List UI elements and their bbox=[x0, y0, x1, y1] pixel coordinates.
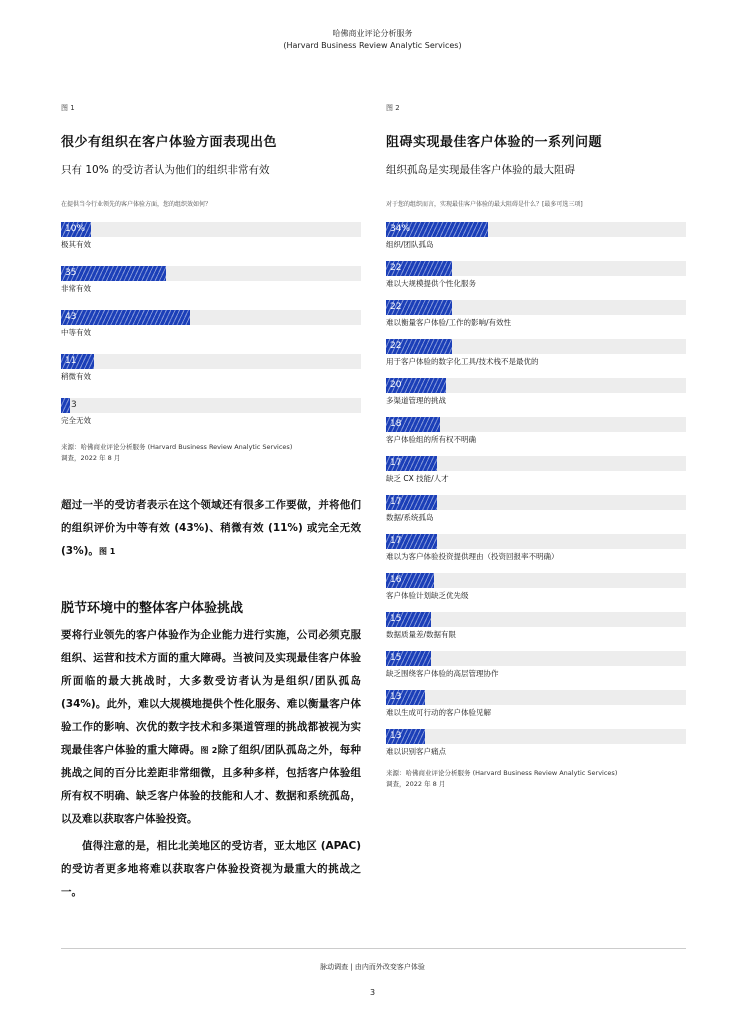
bar-row bbox=[61, 266, 361, 294]
bar-value: 15 bbox=[390, 614, 402, 624]
figure-1-label: 图 1 bbox=[61, 104, 75, 112]
figure-1-source-line-1: 来源：哈佛商业评论分析服务 (Harvard Business Review Analytic Services) bbox=[61, 443, 293, 451]
bar-label: 非常有效 bbox=[61, 284, 91, 293]
bar-row bbox=[386, 651, 686, 679]
body-paragraph-2a-text: 要将行业领先的客户体验作为企业能力进行实施，公司必须克服组织、运营和技术方面的重大障碍。当被问及实现最佳客户体验所面临的最大挑战时，大多数受访者认为是组织/团队孤岛 (34%)。此外，难以大规模地提供个性化服务、难以衡量客户体验工作的影响、次优的数字技术和多渠道管理的挑战都被视为实现最佳客户体验的重大障碍。 bbox=[61, 629, 361, 756]
bar-row bbox=[386, 417, 686, 445]
bar-value: 22 bbox=[390, 302, 402, 312]
bar-value: 3 bbox=[71, 400, 77, 410]
bar-label: 数据/系统孤岛 bbox=[386, 513, 434, 522]
body-text bbox=[61, 494, 361, 904]
bar-row bbox=[61, 222, 361, 250]
bar-label: 难以衡量客户体验/工作的影响/有效性 bbox=[386, 318, 512, 327]
bar-track bbox=[386, 651, 686, 666]
bar-row bbox=[61, 354, 361, 382]
figure-1 bbox=[61, 103, 361, 464]
bar-label: 组织/团队孤岛 bbox=[386, 240, 434, 249]
bar-value: 35 bbox=[65, 268, 77, 278]
bar-row bbox=[386, 534, 686, 562]
figure-1-question: 在提供当今行业领先的客户体验方面，您的组织效如何？ bbox=[61, 201, 212, 208]
bar-label: 客户体验计划缺乏优先级 bbox=[386, 591, 469, 600]
figure-2-subtitle: 组织孤岛是实现最佳客户体验的最大阻碍 bbox=[386, 164, 575, 176]
bar-label: 中等有效 bbox=[61, 328, 91, 337]
figure-2-label: 图 2 bbox=[386, 104, 400, 112]
figure-1-reference: 图 1 bbox=[98, 547, 116, 556]
bar-track bbox=[61, 222, 361, 237]
bar-track bbox=[386, 222, 686, 237]
bar-fill bbox=[61, 266, 166, 281]
bar-track bbox=[386, 456, 686, 471]
page-header bbox=[0, 28, 745, 52]
body-paragraph-2 bbox=[61, 624, 361, 831]
right-column bbox=[386, 103, 686, 790]
bar-track bbox=[61, 266, 361, 281]
bar-value: 43 bbox=[65, 312, 77, 322]
bar-track bbox=[386, 495, 686, 510]
bar-value: 15 bbox=[390, 653, 402, 663]
figure-2-question: 对于您的组织而言，实现最佳客户体验的最大阻碍是什么？[最多可选三项] bbox=[386, 201, 583, 208]
bar-row bbox=[386, 495, 686, 523]
bar-value: 17 bbox=[390, 458, 402, 468]
figure-2-bars bbox=[386, 222, 686, 757]
bar-track bbox=[386, 573, 686, 588]
body-paragraph-2b-text: 除了组织/团队孤岛之外，每种挑战之间的百分比差距非常细微，且多种多样，包括客户体验组所有权不明确、缺乏客户体验的技能和人才、数据和系统孤岛，以及难以获取客户体验投资。 bbox=[61, 744, 361, 825]
footer-divider bbox=[61, 948, 686, 949]
bar-value: 17 bbox=[390, 536, 402, 546]
body-paragraph-3: 值得注意的是，相比北美地区的受访者，亚太地区 (APAC) 的受访者更多地将难以获取客户体验投资视为最重大的挑战之一。 bbox=[61, 840, 361, 898]
bar-row bbox=[386, 612, 686, 640]
bar-track bbox=[61, 354, 361, 369]
bar-fill bbox=[61, 398, 70, 413]
bar-value: 20 bbox=[390, 380, 402, 390]
figure-1-source bbox=[61, 442, 361, 464]
bar-label: 客户体验组的所有权不明确 bbox=[386, 435, 476, 444]
bar-value: 16 bbox=[390, 575, 402, 585]
bar-track bbox=[386, 534, 686, 549]
bar-fill bbox=[61, 310, 190, 325]
bar-label: 难以为客户体验投资提供理由（投资回报率不明确） bbox=[386, 552, 559, 561]
bar-label: 数据质量差/数据有限 bbox=[386, 630, 457, 639]
bar-value: 22 bbox=[390, 263, 402, 273]
bar-label: 难以生成可行动的客户体验见解 bbox=[386, 708, 491, 717]
bar-value: 10% bbox=[65, 224, 86, 234]
body-paragraph-1 bbox=[61, 494, 361, 563]
bar-value: 34% bbox=[390, 224, 411, 234]
bar-value: 18 bbox=[390, 419, 402, 429]
bar-track bbox=[61, 398, 361, 413]
bar-track bbox=[386, 729, 686, 744]
bar-value: 17 bbox=[390, 497, 402, 507]
bar-row bbox=[386, 729, 686, 757]
bar-track bbox=[386, 339, 686, 354]
figure-2-source bbox=[386, 768, 686, 790]
bar-label: 稍微有效 bbox=[61, 372, 91, 381]
bar-track bbox=[386, 300, 686, 315]
figure-1-subtitle: 只有 10% 的受访者认为他们的组织非常有效 bbox=[61, 164, 270, 176]
body-paragraph-1-text: 超过一半的受访者表示在这个领域还有很多工作要做，并将他们的组织评价为中等有效 (43%)、稍微有效 (11%) 或完全无效 (3%)。 bbox=[61, 499, 361, 557]
bar-track bbox=[386, 417, 686, 432]
bar-row bbox=[61, 310, 361, 338]
bar-value: 11 bbox=[65, 356, 77, 366]
bar-track bbox=[386, 378, 686, 393]
figure-2-title: 阻碍实现最佳客户体验的一系列问题 bbox=[386, 135, 603, 150]
bar-row bbox=[61, 398, 361, 426]
bar-row bbox=[386, 573, 686, 601]
bar-row bbox=[386, 300, 686, 328]
bar-value: 13 bbox=[390, 731, 402, 741]
bar-row bbox=[386, 339, 686, 367]
bar-label: 完全无效 bbox=[61, 416, 91, 425]
figure-2 bbox=[386, 103, 686, 790]
figure-2-source-line-1: 来源：哈佛商业评论分析服务 (Harvard Business Review Analytic Services) bbox=[386, 769, 618, 777]
bar-row bbox=[386, 222, 686, 250]
bar-label: 难以大规模提供个性化服务 bbox=[386, 279, 476, 288]
figure-2-reference: 图 2 bbox=[200, 746, 218, 755]
bar-track bbox=[386, 612, 686, 627]
figure-1-title: 很少有组织在客户体验方面表现出色 bbox=[61, 135, 278, 150]
left-column bbox=[61, 103, 361, 904]
bar-row bbox=[386, 456, 686, 484]
bar-value: 13 bbox=[390, 692, 402, 702]
bar-label: 极其有效 bbox=[61, 240, 91, 249]
bar-value: 22 bbox=[390, 341, 402, 351]
bar-label: 难以识别客户痛点 bbox=[386, 747, 446, 756]
bar-row bbox=[386, 261, 686, 289]
header-line-2: (Harvard Business Review Analytic Services) bbox=[283, 41, 462, 50]
figure-2-source-line-2: 调查，2022 年 8 月 bbox=[386, 780, 446, 788]
page-number: 3 bbox=[369, 988, 376, 997]
bar-label: 用于客户体验的数字化工具/技术栈不是最优的 bbox=[386, 357, 539, 366]
bar-row bbox=[386, 378, 686, 406]
bar-label: 缺乏 CX 技能/人才 bbox=[386, 474, 449, 483]
bar-track bbox=[386, 690, 686, 705]
figure-1-source-line-2: 调查，2022 年 8 月 bbox=[61, 454, 121, 462]
bar-label: 缺乏围绕客户体验的高层管理协作 bbox=[386, 669, 499, 678]
figure-1-bars bbox=[61, 222, 361, 426]
section-heading: 脱节环境中的整体客户体验挑战 bbox=[61, 601, 244, 616]
bar-track bbox=[61, 310, 361, 325]
footer-text: 脉动调查 | 由内而外改变客户体验 bbox=[320, 963, 425, 971]
header-line-1: 哈佛商业评论分析服务 bbox=[332, 29, 413, 38]
bar-track bbox=[386, 261, 686, 276]
bar-row bbox=[386, 690, 686, 718]
bar-label: 多渠道管理的挑战 bbox=[386, 396, 446, 405]
